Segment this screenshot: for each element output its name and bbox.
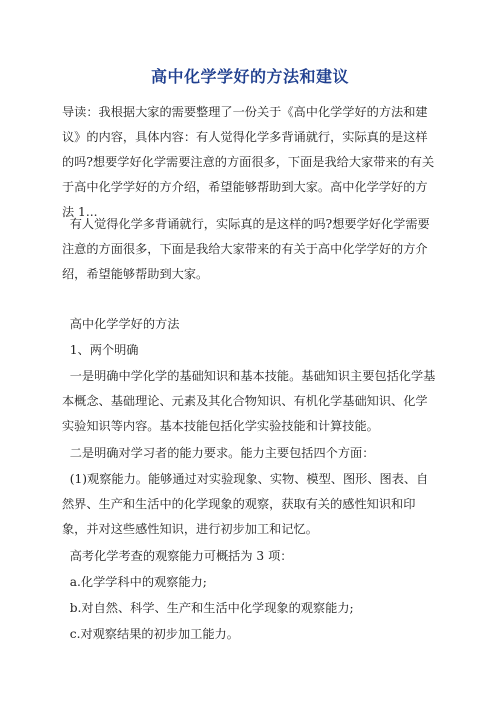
list-item-b: b.对自然、科学、生产和生活中化学现象的观察能力; [62, 601, 354, 615]
list-item-c: c.对观察结果的初步加工能力。 [62, 627, 239, 641]
subsection-heading: 1、两个明确 [62, 343, 139, 357]
list-item-a: a.化学学科中的观察能力; [62, 575, 207, 589]
exam-ability-summary: 高考化学考查的观察能力可概括为 3 项： [62, 549, 293, 563]
observation-ability-paragraph: (1)观察能力。能够通过对实验现象、实物、模型、图形、图表、自然界、生产和生活中的化学现象的观察，获取有关的感性知识和印象，并对这些感性知识，进行初步加工和记忆。 [62, 472, 429, 536]
opening-paragraph: 有人觉得化学多背诵就行，实际真的是这样的吗?想要学好化学需要注意的方面很多，下面是我给大家带来的有关于高中化学学好的方介绍，希望能够帮助到大家。 [62, 217, 430, 281]
section-heading: 高中化学学好的方法 [62, 317, 180, 331]
basic-knowledge-paragraph: 一是明确中学化学的基础知识和基本技能。基础知识主要包括化学基本概念、基础理论、元素及其化合物知识、有机化学基础知识、化学实验知识等内容。基本技能包括化学实验技能和计算技能。 [62, 369, 436, 433]
ability-requirements-paragraph: 二是明确对学习者的能力要求。能力主要包括四个方面： [62, 446, 375, 460]
intro-paragraph: 导读：我根据大家的需要整理了一份关于《高中化学学好的方法和建议》的内容，具体内容：有人觉得化学多背诵就行，实际真的是这样的吗?想要学好化学需要注意的方面很多，下面是我给大家带来的有关于高中化学学好的方介绍，希望能够帮助到大家。高中化学学好的方法 1... [62, 105, 435, 219]
document-title: 高中化学学好的方法和建议 [150, 67, 349, 86]
